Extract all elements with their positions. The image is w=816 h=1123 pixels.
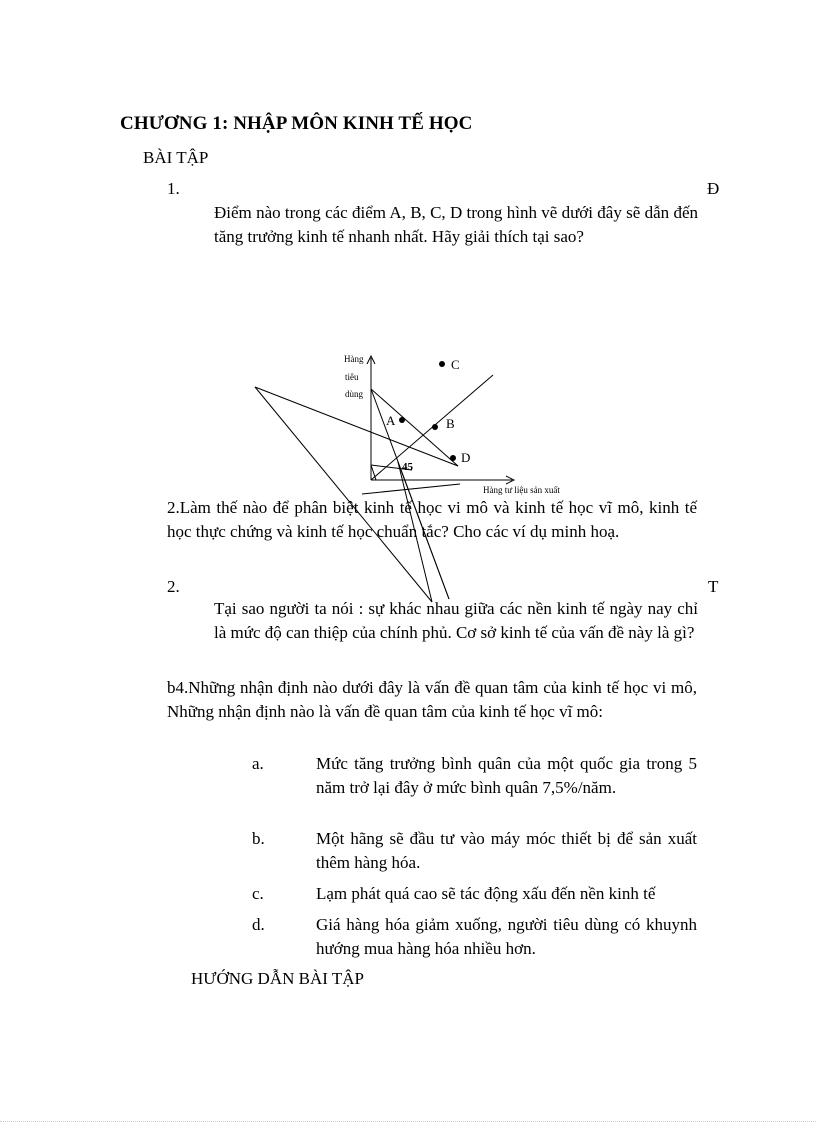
item-d-text: Giá hàng hóa giảm xuống, người tiêu dùng có khuynh hướng mua hàng hóa nhiều hơn. xyxy=(316,915,697,958)
point-d-label: D xyxy=(461,450,471,465)
item-d-letter: d. xyxy=(252,915,265,934)
question-3-edge-char: T xyxy=(708,577,719,596)
question-1-text: Điểm nào trong các điểm A, B, C, D trong hình vẽ dưới đây sẽ dẫn đến tăng trưởng kinh tế nhanh nhất. Hãy giải thích tại sao? xyxy=(214,203,698,246)
question-2-text: 2.Làm thế nào để phân biệt kinh tế học vi mô và kinh tế học vĩ mô, kinh tế học thực chứng và kinh tế học chuẩn tắc? Cho các ví dụ minh hoạ. xyxy=(167,498,697,541)
y-axis-label-1: Hàng xyxy=(344,354,364,364)
item-a-letter: a. xyxy=(252,754,264,773)
section-heading: BÀI TẬP xyxy=(143,148,209,167)
item-c-text: Lạm phát quá cao sẽ tác động xấu đến nền kinh tế xyxy=(316,884,656,903)
point-b-label: B xyxy=(446,416,455,431)
frontier-curve xyxy=(371,389,458,466)
point-c-label: C xyxy=(451,357,460,372)
angle-label: 45 xyxy=(402,461,413,473)
item-b-letter: b. xyxy=(252,829,265,848)
point-b-dot xyxy=(432,424,438,430)
page-bottom-border xyxy=(0,1121,816,1122)
question-3-number: 2. xyxy=(167,577,180,596)
stray-line-5 xyxy=(371,389,449,599)
item-b-text: Một hãng sẽ đầu tư vào máy móc thiết bị để sản xuất thêm hàng hóa. xyxy=(316,829,697,872)
point-d-dot xyxy=(450,455,456,461)
item-c-letter: c. xyxy=(252,884,264,903)
point-c-dot xyxy=(439,361,445,367)
y-axis-label-3: dùng xyxy=(345,389,363,399)
question-4-text: b4.Những nhận định nào dưới đây là vấn đề quan tâm của kinh tế học vi mô, Những nhận định nào là vấn đề quan tâm của kinh tế học vĩ mô: xyxy=(167,678,697,721)
question-1-edge-char: Đ xyxy=(707,179,720,198)
chapter-title: CHƯƠNG 1: NHẬP MÔN KINH TẾ HỌC xyxy=(120,113,473,134)
x-axis-label: Hàng tư liệu sản xuất xyxy=(483,485,560,495)
point-a-label: A xyxy=(386,413,396,428)
question-3-text: Tại sao người ta nói : sự khác nhau giữa các nền kinh tế ngày nay chỉ là mức độ can thiệp của chính phủ. Cơ sở kinh tế của vấn đề này là gì? xyxy=(214,599,698,642)
y-axis-label-2: tiêu xyxy=(345,372,359,382)
stray-line-6 xyxy=(362,484,460,494)
item-a-text: Mức tăng trưởng bình quân của một quốc gia trong 5 năm trở lại đây ở mức bình quân 7,5%/năm. xyxy=(316,754,697,797)
question-1-number: 1. xyxy=(167,179,180,198)
guide-heading: HƯỚNG DẪN BÀI TẬP xyxy=(191,969,364,988)
point-a-dot xyxy=(399,417,405,423)
